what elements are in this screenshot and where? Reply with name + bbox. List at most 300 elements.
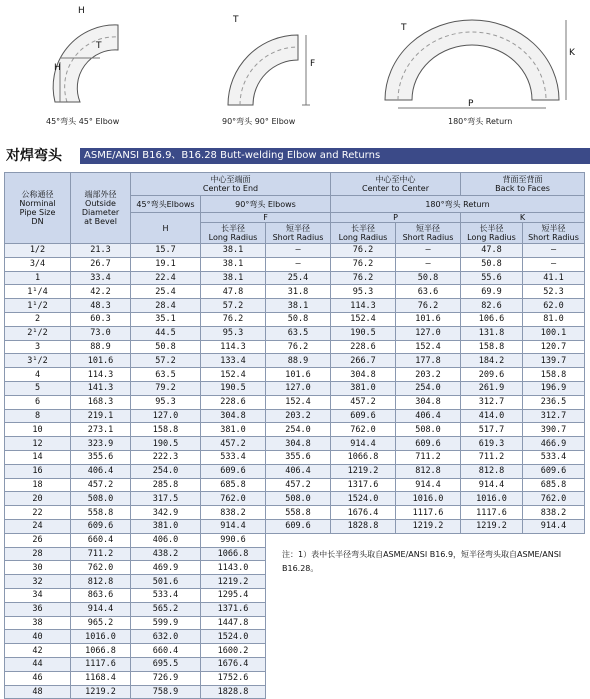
- table-cell: 79.2: [131, 381, 201, 395]
- header-p: P: [331, 213, 461, 223]
- empty-cell: [461, 671, 523, 685]
- table-cell: 133.4: [201, 354, 266, 368]
- empty-cell: [331, 575, 396, 589]
- table-row: [5, 257, 585, 271]
- table-cell: 16: [5, 464, 71, 478]
- elbow-90-drawing: [228, 35, 310, 105]
- table-row: [5, 519, 585, 533]
- table-cell: 24: [5, 519, 71, 533]
- dim-t90-label: T: [233, 15, 239, 25]
- table-body: [5, 244, 585, 699]
- table-cell: 30: [5, 561, 71, 575]
- table-cell: 558.8: [71, 506, 131, 520]
- table-cell: 508.0: [71, 492, 131, 506]
- table-cell: –: [523, 257, 585, 271]
- table-cell: 22.4: [131, 271, 201, 285]
- table-cell: –: [266, 244, 331, 258]
- table-cell: 219.1: [71, 409, 131, 423]
- table-cell: 131.8: [461, 326, 523, 340]
- table-cell: 76.2: [396, 299, 461, 313]
- table-cell: 101.6: [266, 368, 331, 382]
- table-cell: 88.9: [266, 354, 331, 368]
- table-cell: 69.9: [461, 285, 523, 299]
- table-cell: 120.7: [523, 340, 585, 354]
- dim-f-label: F: [310, 59, 316, 69]
- table-cell: 63.6: [396, 285, 461, 299]
- table-cell: 914.4: [331, 437, 396, 451]
- table-cell: 32: [5, 575, 71, 589]
- table-cell: 406.4: [71, 464, 131, 478]
- table-cell: 1317.6: [331, 478, 396, 492]
- table-cell: 965.2: [71, 616, 131, 630]
- table-row: [5, 312, 585, 326]
- table-cell: 317.5: [131, 492, 201, 506]
- table-cell: 812.8: [396, 464, 461, 478]
- empty-cell: [461, 575, 523, 589]
- header-p-short-radius: 短半径 Short Radius: [396, 223, 461, 244]
- table-cell: 18: [5, 478, 71, 492]
- table-cell: 1524.0: [331, 492, 396, 506]
- table-cell: 355.6: [71, 450, 131, 464]
- table-row: [5, 657, 585, 671]
- table-cell: 63.5: [131, 368, 201, 382]
- table-cell: 19.1: [131, 257, 201, 271]
- table-cell: 914.4: [201, 519, 266, 533]
- table-row: [5, 354, 585, 368]
- table-cell: 838.2: [201, 506, 266, 520]
- table-cell: 26.7: [71, 257, 131, 271]
- table-cell: 695.5: [131, 657, 201, 671]
- table-cell: 52.3: [523, 285, 585, 299]
- empty-cell: [396, 630, 461, 644]
- table-cell: 184.2: [461, 354, 523, 368]
- table-cell: 203.2: [396, 368, 461, 382]
- table-cell: 1219.2: [71, 685, 131, 699]
- table-cell: 26: [5, 533, 71, 547]
- table-row: [5, 464, 585, 478]
- table-cell: 1016.0: [461, 492, 523, 506]
- empty-cell: [523, 657, 585, 671]
- header-f-short-radius: 短半径 Short Radius: [266, 223, 331, 244]
- table-cell: 304.8: [396, 395, 461, 409]
- header-k: K: [461, 213, 585, 223]
- table-cell: 88.9: [71, 340, 131, 354]
- empty-cell: [331, 685, 396, 699]
- table-cell: 42: [5, 644, 71, 658]
- table-cell: 63.5: [266, 326, 331, 340]
- table-cell: 414.0: [461, 409, 523, 423]
- table-row: [5, 478, 585, 492]
- table-row: [5, 368, 585, 382]
- table-cell: 76.2: [331, 271, 396, 285]
- empty-cell: [523, 616, 585, 630]
- empty-cell: [523, 588, 585, 602]
- table-cell: 355.6: [266, 450, 331, 464]
- table-cell: 3¹/2: [5, 354, 71, 368]
- table-row: [5, 340, 585, 354]
- dim-t180-label: T: [401, 23, 407, 33]
- table-cell: 762.0: [71, 561, 131, 575]
- table-cell: 609.6: [71, 519, 131, 533]
- empty-cell: [461, 630, 523, 644]
- table-cell: 3/4: [5, 257, 71, 271]
- table-cell: 228.6: [201, 395, 266, 409]
- table-cell: 711.2: [396, 450, 461, 464]
- empty-cell: [396, 685, 461, 699]
- table-cell: 1: [5, 271, 71, 285]
- table-cell: 685.8: [201, 478, 266, 492]
- table-cell: 203.2: [266, 409, 331, 423]
- table-cell: 254.0: [266, 423, 331, 437]
- table-cell: 1016.0: [71, 630, 131, 644]
- dim-k-label: K: [569, 48, 575, 58]
- table-cell: 38.1: [201, 244, 266, 258]
- empty-cell: [461, 588, 523, 602]
- table-cell: 1/2: [5, 244, 71, 258]
- table-cell: 1117.6: [71, 657, 131, 671]
- title-chinese: 对焊弯头: [0, 146, 80, 166]
- table-cell: 342.9: [131, 506, 201, 520]
- table-cell: 114.3: [71, 368, 131, 382]
- table-cell: 50.8: [266, 312, 331, 326]
- empty-cell: [331, 630, 396, 644]
- table-cell: 273.1: [71, 423, 131, 437]
- table-cell: 22: [5, 506, 71, 520]
- table-cell: 254.0: [131, 464, 201, 478]
- table-cell: 38.1: [201, 257, 266, 271]
- table-cell: 609.6: [266, 519, 331, 533]
- table-cell: 28: [5, 547, 71, 561]
- table-row: [5, 644, 585, 658]
- table-cell: –: [396, 244, 461, 258]
- table-cell: 469.9: [131, 561, 201, 575]
- table-cell: 95.3: [331, 285, 396, 299]
- section-title-bar: [0, 146, 590, 166]
- empty-cell: [523, 575, 585, 589]
- table-cell: 2: [5, 312, 71, 326]
- table-cell: 914.4: [461, 478, 523, 492]
- empty-cell: [396, 644, 461, 658]
- table-cell: 533.4: [523, 450, 585, 464]
- table-row: [5, 299, 585, 313]
- table-cell: –: [396, 257, 461, 271]
- header-k-short-radius: 短半径 Short Radius: [523, 223, 585, 244]
- table-cell: 5: [5, 381, 71, 395]
- table-cell: 152.4: [266, 395, 331, 409]
- header-outside-diameter: 端部外径 Outside Diameter at Bevel: [71, 173, 131, 244]
- table-row: [5, 409, 585, 423]
- empty-cell: [266, 644, 331, 658]
- table-cell: 1676.4: [201, 657, 266, 671]
- table-cell: 1¹/4: [5, 285, 71, 299]
- table-cell: 76.2: [331, 257, 396, 271]
- table-cell: 20: [5, 492, 71, 506]
- table-cell: 95.3: [201, 326, 266, 340]
- elbow-drawings: [0, 0, 590, 138]
- empty-cell: [331, 657, 396, 671]
- table-cell: 36: [5, 602, 71, 616]
- table-cell: 1219.2: [461, 519, 523, 533]
- table-cell: 1828.8: [331, 519, 396, 533]
- table-cell: 222.3: [131, 450, 201, 464]
- empty-cell: [523, 630, 585, 644]
- table-cell: 12: [5, 437, 71, 451]
- table-cell: 812.8: [71, 575, 131, 589]
- table-cell: 190.5: [331, 326, 396, 340]
- table-cell: 406.0: [131, 533, 201, 547]
- table-cell: 31.8: [266, 285, 331, 299]
- table-cell: 457.2: [201, 437, 266, 451]
- empty-cell: [396, 671, 461, 685]
- table-cell: 40: [5, 630, 71, 644]
- footnote: 注：1）表中长半径弯头取自ASME/ANSI B16.9，短半径弯头取自ASME/ANSI B16.28。: [282, 550, 562, 573]
- table-row: [5, 492, 585, 506]
- empty-cell: [396, 533, 461, 547]
- dim-p-label: P: [468, 99, 474, 109]
- empty-cell: [331, 616, 396, 630]
- empty-cell: [331, 671, 396, 685]
- dim-h-label-2: H: [54, 63, 61, 73]
- empty-cell: [396, 588, 461, 602]
- table-cell: 914.4: [396, 478, 461, 492]
- caption-90-elbow: 90°弯头 90° Elbow: [222, 117, 296, 126]
- table-cell: 106.6: [461, 312, 523, 326]
- table-cell: 457.2: [71, 478, 131, 492]
- table-cell: 619.3: [461, 437, 523, 451]
- table-cell: 914.4: [71, 602, 131, 616]
- table-row: [5, 423, 585, 437]
- table-cell: 609.6: [396, 437, 461, 451]
- empty-cell: [523, 644, 585, 658]
- empty-cell: [331, 644, 396, 658]
- table-row: [5, 588, 585, 602]
- table-cell: 390.7: [523, 423, 585, 437]
- table-cell: 304.8: [266, 437, 331, 451]
- empty-cell: [266, 685, 331, 699]
- table-cell: 304.8: [331, 368, 396, 382]
- table-cell: 457.2: [331, 395, 396, 409]
- table-row: [5, 616, 585, 630]
- table-cell: 114.3: [331, 299, 396, 313]
- elbow-45-drawing: [53, 25, 118, 102]
- table-cell: 762.0: [523, 492, 585, 506]
- table-cell: 609.6: [523, 464, 585, 478]
- table-cell: 1295.4: [201, 588, 266, 602]
- empty-cell: [523, 533, 585, 547]
- table-cell: –: [523, 244, 585, 258]
- table-cell: 438.2: [131, 547, 201, 561]
- table-cell: 508.0: [266, 492, 331, 506]
- table-row: [5, 575, 585, 589]
- table-cell: 1219.2: [201, 575, 266, 589]
- empty-cell: [331, 533, 396, 547]
- table-cell: 127.0: [266, 381, 331, 395]
- table-cell: 508.0: [396, 423, 461, 437]
- table-cell: 57.2: [131, 354, 201, 368]
- header-center-to-center: 中心至中心 Center to Center: [331, 173, 461, 196]
- table-cell: 685.8: [523, 478, 585, 492]
- table-cell: 1066.8: [201, 547, 266, 561]
- title-english: ASME/ANSI B16.9、B16.28 Butt-welding Elbow and Returns: [80, 148, 590, 164]
- table-row: [5, 506, 585, 520]
- table-cell: 190.5: [131, 437, 201, 451]
- table-cell: –: [266, 257, 331, 271]
- table-cell: 501.6: [131, 575, 201, 589]
- empty-cell: [331, 602, 396, 616]
- table-cell: 6: [5, 395, 71, 409]
- table-cell: 1752.6: [201, 671, 266, 685]
- table-cell: 1600.2: [201, 644, 266, 658]
- table-cell: 46: [5, 671, 71, 685]
- header-nominal-pipe-size: 公称通径 Norminal Pipe Size DN: [5, 173, 71, 244]
- table-cell: 57.2: [201, 299, 266, 313]
- table-cell: 1016.0: [396, 492, 461, 506]
- table-cell: 48: [5, 685, 71, 699]
- empty-cell: [461, 602, 523, 616]
- table-cell: 158.8: [131, 423, 201, 437]
- caption-180-return: 180°弯头 Return: [448, 117, 513, 126]
- table-row: [5, 271, 585, 285]
- table-cell: 152.4: [396, 340, 461, 354]
- table-cell: 81.0: [523, 312, 585, 326]
- empty-cell: [461, 685, 523, 699]
- table-row: [5, 630, 585, 644]
- empty-cell: [266, 630, 331, 644]
- table-cell: 406.4: [266, 464, 331, 478]
- table-cell: 312.7: [523, 409, 585, 423]
- table-cell: 177.8: [396, 354, 461, 368]
- table-cell: 76.2: [266, 340, 331, 354]
- dim-t-label: T: [96, 41, 102, 51]
- table-cell: 8: [5, 409, 71, 423]
- table-cell: 50.8: [461, 257, 523, 271]
- empty-cell: [523, 602, 585, 616]
- empty-cell: [266, 671, 331, 685]
- table-cell: 47.8: [201, 285, 266, 299]
- table-cell: 609.6: [331, 409, 396, 423]
- table-cell: 236.5: [523, 395, 585, 409]
- table-cell: 762.0: [201, 492, 266, 506]
- table-cell: 990.6: [201, 533, 266, 547]
- table-cell: 312.7: [461, 395, 523, 409]
- table-cell: 152.4: [331, 312, 396, 326]
- table-cell: 457.2: [266, 478, 331, 492]
- table-cell: 261.9: [461, 381, 523, 395]
- empty-cell: [396, 575, 461, 589]
- table-cell: 21.3: [71, 244, 131, 258]
- table-row: [5, 381, 585, 395]
- table-cell: 55.6: [461, 271, 523, 285]
- header-f-long-radius: 长半径 Long Radius: [201, 223, 266, 244]
- table-cell: 158.8: [523, 368, 585, 382]
- elbow-dimension-table: [4, 172, 585, 699]
- table-cell: 73.0: [71, 326, 131, 340]
- table-cell: 565.2: [131, 602, 201, 616]
- empty-cell: [266, 602, 331, 616]
- empty-cell: [266, 657, 331, 671]
- table-cell: 1143.0: [201, 561, 266, 575]
- table-cell: 914.4: [523, 519, 585, 533]
- empty-cell: [266, 616, 331, 630]
- table-cell: 1219.2: [396, 519, 461, 533]
- header-k-long-radius: 长半径 Long Radius: [461, 223, 523, 244]
- header-180-return: 180°弯头 Return: [331, 196, 585, 213]
- table-row: [5, 285, 585, 299]
- empty-cell: [266, 588, 331, 602]
- table-cell: 726.9: [131, 671, 201, 685]
- table-cell: 632.0: [131, 630, 201, 644]
- table-row: [5, 671, 585, 685]
- table-cell: 127.0: [131, 409, 201, 423]
- empty-cell: [266, 575, 331, 589]
- table-cell: 190.5: [201, 381, 266, 395]
- table-cell: 48.3: [71, 299, 131, 313]
- table-row: [5, 450, 585, 464]
- table-cell: 38.1: [266, 299, 331, 313]
- table-cell: 285.8: [131, 478, 201, 492]
- table-cell: 533.4: [201, 450, 266, 464]
- table-cell: 14: [5, 450, 71, 464]
- table-cell: 1219.2: [331, 464, 396, 478]
- empty-cell: [461, 644, 523, 658]
- table-cell: 711.2: [71, 547, 131, 561]
- table-cell: 82.6: [461, 299, 523, 313]
- table-cell: 1117.6: [396, 506, 461, 520]
- table-cell: 50.8: [396, 271, 461, 285]
- empty-cell: [523, 685, 585, 699]
- empty-cell: [523, 671, 585, 685]
- caption-45-elbow: 45°弯头 45° Elbow: [46, 117, 120, 126]
- table-cell: 47.8: [461, 244, 523, 258]
- empty-cell: [461, 616, 523, 630]
- empty-cell: [331, 588, 396, 602]
- table-cell: 34: [5, 588, 71, 602]
- header-p-long-radius: 长半径 Long Radius: [331, 223, 396, 244]
- table-cell: 1828.8: [201, 685, 266, 699]
- table-cell: 28.4: [131, 299, 201, 313]
- table-cell: 812.8: [461, 464, 523, 478]
- table-row: [5, 533, 585, 547]
- table-cell: 158.8: [461, 340, 523, 354]
- table-cell: 381.0: [201, 423, 266, 437]
- table-cell: 1117.6: [461, 506, 523, 520]
- empty-cell: [396, 602, 461, 616]
- table-cell: 1524.0: [201, 630, 266, 644]
- table-cell: 38: [5, 616, 71, 630]
- table-cell: 1¹/2: [5, 299, 71, 313]
- header-center-to-end: 中心至端面 Center to End: [131, 173, 331, 196]
- table-cell: 228.6: [331, 340, 396, 354]
- table-cell: 62.0: [523, 299, 585, 313]
- table-cell: 10: [5, 423, 71, 437]
- table-row: [5, 437, 585, 451]
- table-cell: 127.0: [396, 326, 461, 340]
- header-f: F: [201, 213, 331, 223]
- table-cell: 533.4: [131, 588, 201, 602]
- table-cell: 1676.4: [331, 506, 396, 520]
- table-cell: 38.1: [201, 271, 266, 285]
- empty-cell: [396, 616, 461, 630]
- empty-cell: [461, 657, 523, 671]
- table-cell: 42.2: [71, 285, 131, 299]
- header-back-to-faces: 背面至背面 Back to Faces: [461, 173, 585, 196]
- table-cell: 466.9: [523, 437, 585, 451]
- table-cell: 25.4: [131, 285, 201, 299]
- table-cell: 60.3: [71, 312, 131, 326]
- table-cell: 762.0: [331, 423, 396, 437]
- header-90-elbows: 90°弯头 Elbows: [201, 196, 331, 213]
- table-cell: 141.3: [71, 381, 131, 395]
